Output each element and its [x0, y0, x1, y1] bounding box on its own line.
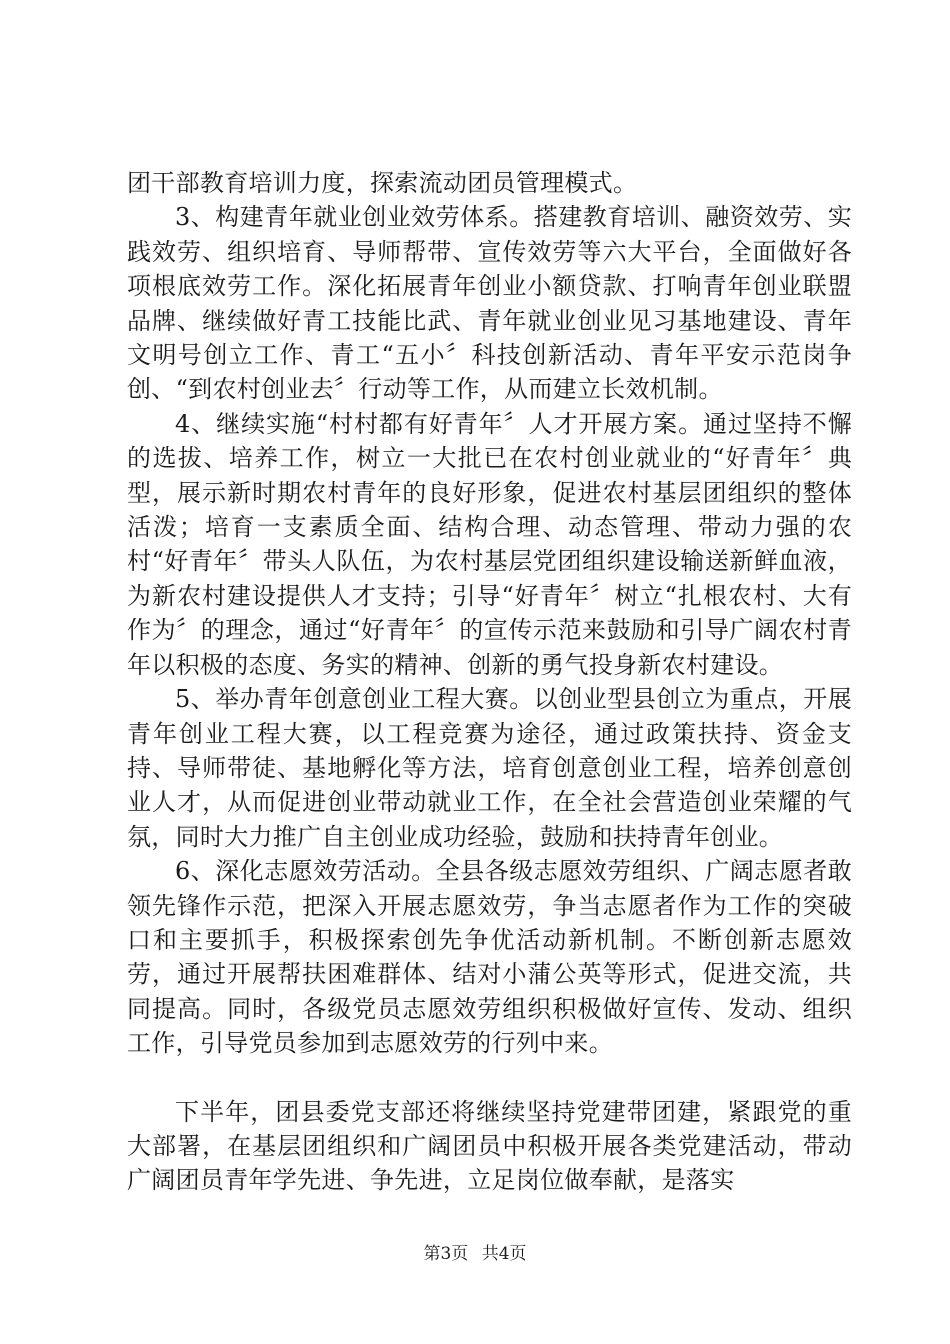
paragraph-item-5: 5、举办青年创意创业工程大赛。以创业型县创立为重点，开展青年创业工程大赛，以工程竞赛为途径，通过政策扶持、资金支持、导师带徒、基地孵化等方法，培育创意创业工程，培养创意创业人才，从而促进创业带动就业工作，在全社会营造创业荣耀的气氛，同时大力推广自主创业成功经验，鼓励和扶持青年创业。	[127, 685, 852, 851]
page-footer	[0, 1243, 950, 1265]
paragraph-item-6: 6、深化志愿效劳活动。全县各级志愿效劳组织、广阔志愿者敢领先锋作示范，把深入开展志愿效劳，争当志愿者作为工作的突破口和主要抓手，积极探索创先争优活动新机制。不断创新志愿效劳，通过开展帮扶困难群体、结对小蒲公英等形式，促进交流，共同提高。同时，各级党员志愿效劳组织积极做好宣传、发动、组织工作，引导党员参加到志愿效劳的行列中来。	[127, 857, 852, 1058]
document-body	[127, 166, 852, 1198]
paragraph-item-4: 4、继续实施“村村都有好青年〞人才开展方案。通过坚持不懈的选拔、培养工作，树立一大批已在农村创业就业的“好青年〞典型，展示新时期农村青年的良好形象，促进农村基层团组织的整体活泼；培育一支素质全面、结构合理、动态管理、带动力强的农村“好青年〞带头人队伍，为农村基层党团组织建设输送新鲜血液，为新农村建设提供人才支持；引导“好青年〞树立“扎根农村、大有作为〞的理念，通过“好青年〞的宣传示范来鼓励和引导广阔农村青年以积极的态度、务实的精神、创新的勇气投身新农村建设。	[127, 409, 852, 679]
paragraph-second-half: 下半年，团县委党支部还将继续坚持党建带团建，紧跟党的重大部署，在基层团组织和广阔团员中积极开展各类党建活动，带动广阔团员青年学先进、争先进，立足岗位做奉献，是落实	[127, 1097, 852, 1195]
paragraph-item-3: 3、构建青年就业创业效劳体系。搭建教育培训、融资效劳、实践效劳、组织培育、导师帮带、宣传效劳等六大平台，全面做好各项根底效劳工作。深化拓展青年创业小额贷款、打响青年创业联盟品牌、继续做好青工技能比武、青年就业创业见习基地建设、青年文明号创立工作、青工“五小〞科技创新活动、青年平安示范岗争创、“到农村创业去〞行动等工作，从而建立长效机制。	[127, 203, 852, 404]
page-number: 第3页	[423, 1244, 469, 1264]
page-total: 共4页	[481, 1244, 527, 1264]
paragraph-continuation: 团干部教育培训力度，探索流动团员管理模式。	[127, 169, 638, 197]
